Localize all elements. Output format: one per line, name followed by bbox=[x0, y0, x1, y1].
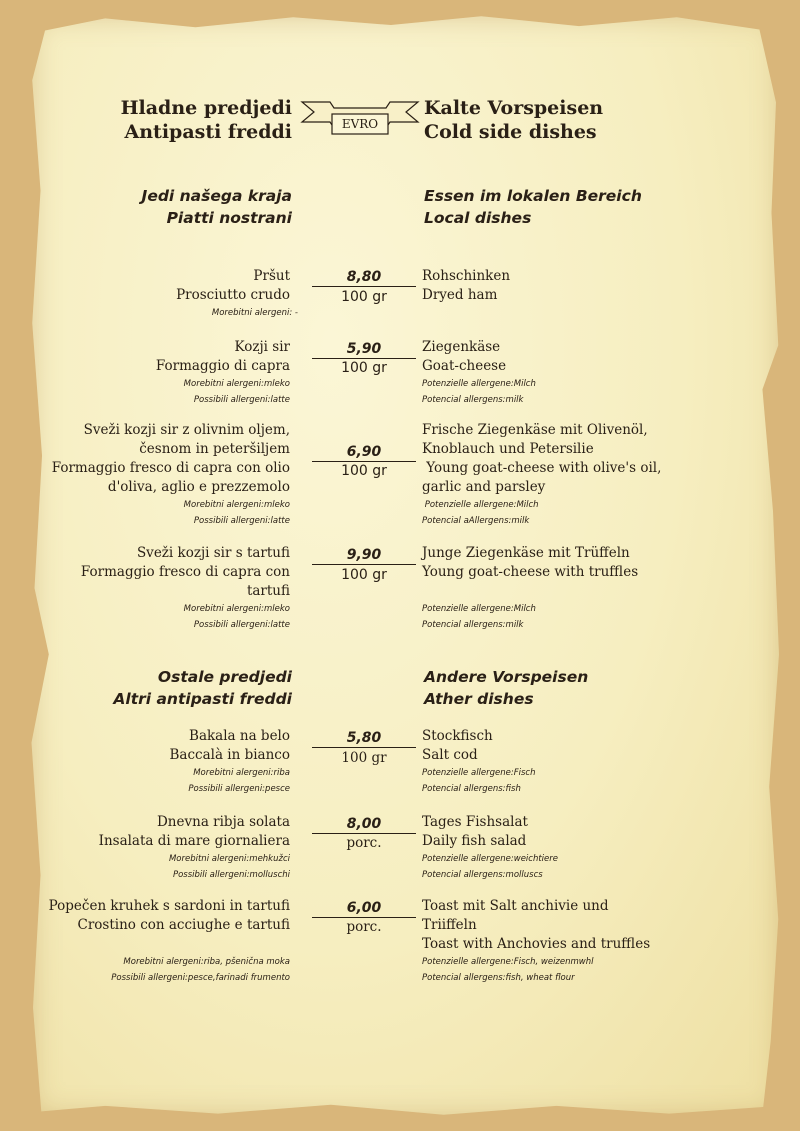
dish-name-german: Frische Ziegenkäse mit Olivenöl, bbox=[422, 422, 648, 438]
menu-item-left bbox=[40, 897, 290, 986]
allergen-note: Morebitni alergeni:mleko bbox=[183, 500, 290, 510]
header-right-english: Cold side dishes bbox=[424, 121, 597, 143]
allergen-note: Possibili allergeni:molluschi bbox=[172, 870, 290, 880]
allergen-note: Potenzielle allergene:Milch bbox=[422, 379, 536, 389]
allergen-note: Potenzielle allergene:Milch bbox=[422, 500, 539, 510]
section-2-heading-right bbox=[424, 666, 724, 710]
dish-name-english: Young goat-cheese with olive's oil, bbox=[422, 460, 662, 476]
dish-name-slovene: česnom in peteršiljem bbox=[139, 441, 290, 457]
allergen-note: Morebitni alergeni:riba, pšenična moka bbox=[123, 957, 290, 967]
dish-name-slovene: Sveži kozji sir z olivnim oljem, bbox=[83, 422, 290, 438]
portion-unit: 100 gr bbox=[341, 463, 387, 479]
allergen-note: Possibili allergeni:pesce,farinadi frumento bbox=[111, 973, 290, 983]
menu-item-right bbox=[422, 727, 752, 797]
dish-name-slovene: Kozji sir bbox=[234, 339, 290, 355]
dish-name-italian: Crostino con acciughe e tartufi bbox=[77, 917, 290, 933]
dish-name-italian: Formaggio fresco di capra con bbox=[80, 564, 290, 580]
price: 6,90 bbox=[312, 443, 416, 462]
allergen-note: Potenzielle allergene:weichtiere bbox=[422, 854, 558, 864]
dish-name-english: Young goat-cheese with truffles bbox=[422, 564, 639, 580]
dish-name-slovene: Bakala na belo bbox=[189, 728, 290, 744]
dish-name-italian: d'oliva, aglio e prezzemolo bbox=[107, 479, 290, 495]
allergen-note: Potencial allergens:milk bbox=[422, 395, 524, 405]
menu-item-right bbox=[422, 897, 752, 986]
allergen-note: Potenzielle allergene:Milch bbox=[422, 604, 536, 614]
section-2-heading-left bbox=[60, 666, 292, 710]
header-left-slovene: Hladne predjedi bbox=[120, 97, 292, 119]
section-1-heading-slovene: Jedi našega kraja bbox=[141, 187, 292, 205]
dish-name-english: Salt cod bbox=[422, 747, 478, 763]
section-1-heading-right bbox=[424, 185, 724, 229]
allergen-note: Potencial allergens:fish bbox=[422, 784, 521, 794]
allergen-note: Morebitni alergeni:mleko bbox=[183, 379, 290, 389]
menu-item-left bbox=[40, 338, 290, 408]
currency-banner bbox=[300, 98, 420, 140]
header-right bbox=[424, 96, 724, 144]
menu-item-left bbox=[40, 267, 298, 321]
allergen-note: Potencial allergens:fish, wheat flour bbox=[422, 973, 575, 983]
allergen-note: Morebitni alergeni:mleko bbox=[183, 604, 290, 614]
dish-name-german: Knoblauch und Petersilie bbox=[422, 441, 594, 457]
dish-name-german: Junge Ziegenkäse mit Trüffeln bbox=[422, 545, 630, 561]
portion-unit: 100 gr bbox=[341, 750, 387, 766]
allergen-note: Morebitni alergeni: - bbox=[211, 308, 298, 318]
dish-name-german: Stockfisch bbox=[422, 728, 493, 744]
price: 9,90 bbox=[312, 546, 416, 565]
menu-item-left bbox=[40, 421, 290, 529]
header-left-italian: Antipasti freddi bbox=[124, 121, 292, 143]
section-2-heading-english: Ather dishes bbox=[424, 690, 534, 708]
section-2-heading-italian: Altri antipasti freddi bbox=[113, 690, 292, 708]
dish-name-italian: Insalata di mare giornaliera bbox=[98, 833, 290, 849]
allergen-note: Morebitni alergeni:mehkužci bbox=[168, 854, 290, 864]
allergen-note: Possibili allergeni:latte bbox=[193, 620, 290, 630]
dish-name-italian: tartufi bbox=[246, 583, 290, 599]
dish-name-english: Daily fish salad bbox=[422, 833, 527, 849]
portion-unit: porc. bbox=[346, 835, 382, 851]
menu-item-right bbox=[422, 544, 752, 633]
allergen-note: Morebitni alergeni:riba bbox=[193, 768, 290, 778]
section-1-heading-left bbox=[60, 185, 292, 229]
portion-unit: porc. bbox=[346, 919, 382, 935]
dish-name-italian: Formaggio di capra bbox=[155, 358, 290, 374]
dish-name-german: Rohschinken bbox=[422, 268, 511, 284]
section-1-heading-english: Local dishes bbox=[424, 209, 532, 227]
dish-name-italian: Formaggio fresco di capra con olio bbox=[51, 460, 290, 476]
dish-name-slovene: Dnevna ribja solata bbox=[156, 814, 290, 830]
dish-name-german: Tages Fishsalat bbox=[422, 814, 528, 830]
dish-name-slovene: Pršut bbox=[253, 268, 290, 284]
allergen-note: Potenzielle allergene:Fisch bbox=[422, 768, 536, 778]
portion-unit: 100 gr bbox=[341, 360, 387, 376]
allergen-note: Potenzielle allergene:Fisch, weizenmwhl bbox=[422, 957, 594, 967]
dish-name-german: Toast mit Salt anchivie und bbox=[422, 898, 609, 914]
price: 6,00 bbox=[312, 899, 416, 918]
allergen-note: Potencial aAllergens:milk bbox=[422, 516, 530, 526]
menu-item-left bbox=[40, 544, 290, 633]
section-2-heading-german: Andere Vorspeisen bbox=[424, 668, 589, 686]
menu-item-left bbox=[40, 813, 290, 883]
allergen-note: Possibili allergeni:latte bbox=[193, 516, 290, 526]
allergen-note: Potencial allergens:molluscs bbox=[422, 870, 543, 880]
dish-name-english: Goat-cheese bbox=[422, 358, 507, 374]
dish-name-slovene: Sveži kozji sir s tartufi bbox=[136, 545, 290, 561]
section-1-heading-german: Essen im lokalen Bereich bbox=[424, 187, 642, 205]
dish-name-italian: Prosciutto crudo bbox=[176, 287, 290, 303]
currency-label: EVRO bbox=[341, 117, 379, 131]
allergen-note: Possibili allergeni:latte bbox=[193, 395, 290, 405]
header-left bbox=[80, 96, 292, 144]
price: 8,80 bbox=[312, 268, 416, 287]
menu-item-right bbox=[422, 338, 752, 408]
price: 5,80 bbox=[312, 729, 416, 748]
allergen-note: Possibili allergeni:pesce bbox=[188, 784, 290, 794]
menu-item-right bbox=[422, 267, 752, 305]
section-1-heading-italian: Piatti nostrani bbox=[166, 209, 292, 227]
menu-item-right bbox=[422, 421, 762, 529]
allergen-note: Potencial allergens:milk bbox=[422, 620, 524, 630]
dish-name-german: Ziegenkäse bbox=[422, 339, 501, 355]
dish-name-italian: Baccalà in bianco bbox=[169, 747, 290, 763]
menu-item-right bbox=[422, 813, 752, 883]
portion-unit: 100 gr bbox=[341, 567, 387, 583]
price: 5,90 bbox=[312, 340, 416, 359]
dish-name-english: Dryed ham bbox=[422, 287, 498, 303]
dish-name-english: Toast with Anchovies and truffles bbox=[422, 936, 651, 952]
section-2-heading-slovene: Ostale predjedi bbox=[157, 668, 292, 686]
portion-unit: 100 gr bbox=[341, 289, 387, 305]
dish-name-english: garlic and parsley bbox=[422, 479, 546, 495]
price: 8,00 bbox=[312, 815, 416, 834]
menu-item-left bbox=[40, 727, 290, 797]
dish-name-german: Triiffeln bbox=[422, 917, 477, 933]
header-right-german: Kalte Vorspeisen bbox=[424, 97, 604, 119]
dish-name-slovene: Popečen kruhek s sardoni in tartufi bbox=[48, 898, 290, 914]
